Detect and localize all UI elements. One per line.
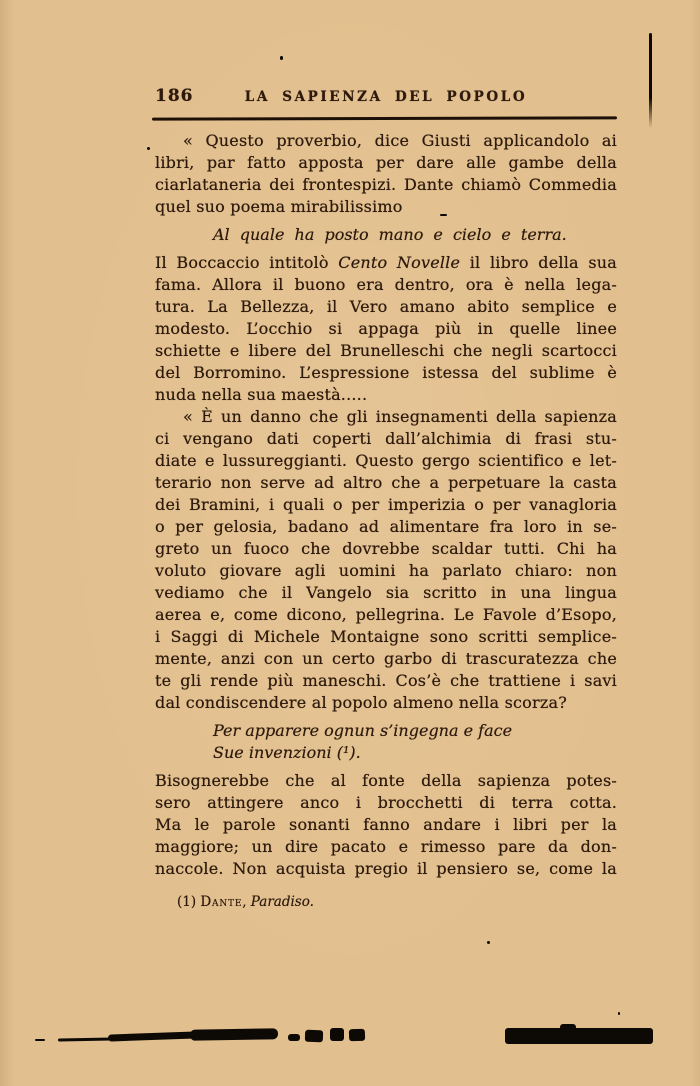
text-column [155,130,617,911]
ink-smudge [330,1028,344,1041]
ink-smudge [35,1039,45,1041]
text-line: mente, anzi con un certo garbo di trascuratezza che [155,649,617,668]
page-number: 186 [155,86,194,106]
text-segment: Il Boccaccio intitolò [155,253,339,272]
footnote-author: Dante [200,894,243,910]
text-line: terario non serve ad altro che a perpetuare la casta [155,473,617,492]
scan-artifact-vertical-line [649,33,652,128]
footnote-work-title: Paradiso. [250,894,314,910]
text-line: del Borromino. L’espressione istessa del sublime è [155,363,617,382]
verse-line: Per apparere ognun s’ingegna e face [213,721,513,740]
paragraph-3 [155,406,617,714]
text-line: « È un danno che gli insegnamenti della sapienza [183,407,617,426]
ink-bar [560,1024,576,1030]
text-line: fama. Allora il buono era dentro, ora è nella lega- [155,275,617,294]
verse-line: Al quale ha posto mano e cielo e terra. [213,225,567,244]
text-line: vediamo che il Vangelo sia scritto in una lingua [155,583,617,602]
ink-speck [440,214,447,216]
verse-line: Sue invenzioni (¹). [213,743,361,762]
text-line: Bisognerebbe che al fonte della sapienza potes- [155,771,617,790]
text-line [155,252,617,274]
text-line: nuda nella sua maestà..... [155,385,368,404]
ink-smudge [288,1034,300,1041]
header-rule [152,116,617,120]
text-line: te gli rende più maneschi. Cos’è che trattiene i savi [155,671,617,690]
text-line: o per gelosia, badano ad alimentare fra loro in se- [155,517,617,536]
footnote-marker: (1) [177,894,201,910]
running-title: LA SAPIENZA DEL POPOLO [244,89,528,105]
paragraph-4 [155,770,617,880]
ink-bar [505,1028,653,1044]
ink-speck [487,941,490,944]
text-line: ci vengano dati coperti dall’alchimia di frasi stu- [155,429,617,448]
ink-smudge [349,1029,365,1042]
text-line: dal condiscendere al popolo almeno nella scorza? [155,693,567,712]
ink-smudge [108,1031,198,1041]
text-line: tura. La Bellezza, il Vero amano abito semplice e [155,297,617,316]
ink-speck [147,147,150,150]
text-line: libri, par fatto apposta per dare alle gambe della [155,153,617,172]
verse-quote-2 [155,720,617,764]
ink-smudge [190,1028,278,1041]
ink-smudge [58,1038,113,1042]
paragraph-2 [155,252,617,406]
page-header [155,86,617,110]
text-line: aerea e, come dicono, pellegrina. Le Favole d’Esopo, [155,605,617,624]
ink-speck [618,1012,620,1015]
text-line: greto un fuoco che dovrebbe scaldar tutti. Chi ha [155,539,617,558]
text-line: quel suo poema mirabilissimo [155,197,403,216]
footnote [155,893,617,911]
ink-speck [280,56,283,60]
ink-smudge [305,1030,323,1043]
text-line: maggiore; un dire pacato e rimesso pare da don- [155,837,617,856]
text-line: diate e lussureggianti. Questo gergo scientifico e let- [155,451,617,470]
text-line: dei Bramini, i quali o per imperizia o per vanagloria [155,495,617,514]
paragraph-1 [155,130,617,218]
text-line: Ma le parole sonanti fanno andare i libri per la [155,815,617,834]
text-line: i Saggi di Michele Montaigne sono scritti semplice- [155,627,617,646]
book-title-italic: Cento Novelle [338,253,461,272]
text-line: « Questo proverbio, dice Giusti applicandolo ai [183,131,617,150]
text-line: ciarlataneria dei frontespizi. Dante chiamò Commedia [155,175,617,194]
footnote-separator: , [242,894,251,910]
text-line: modesto. L’occhio si appaga più in quelle linee [155,319,617,338]
text-line: sero attingere anco i brocchetti di terra cotta. [155,793,617,812]
text-segment: il libro della sua [460,253,617,272]
text-line: voluto giovare agli uomini ha parlato chiaro: non [155,561,617,580]
text-line: naccole. Non acquista pregio il pensiero se, come la [155,859,617,878]
verse-quote-1 [155,224,617,246]
text-line: schiette e libere del Brunelleschi che negli scartocci [155,341,617,360]
